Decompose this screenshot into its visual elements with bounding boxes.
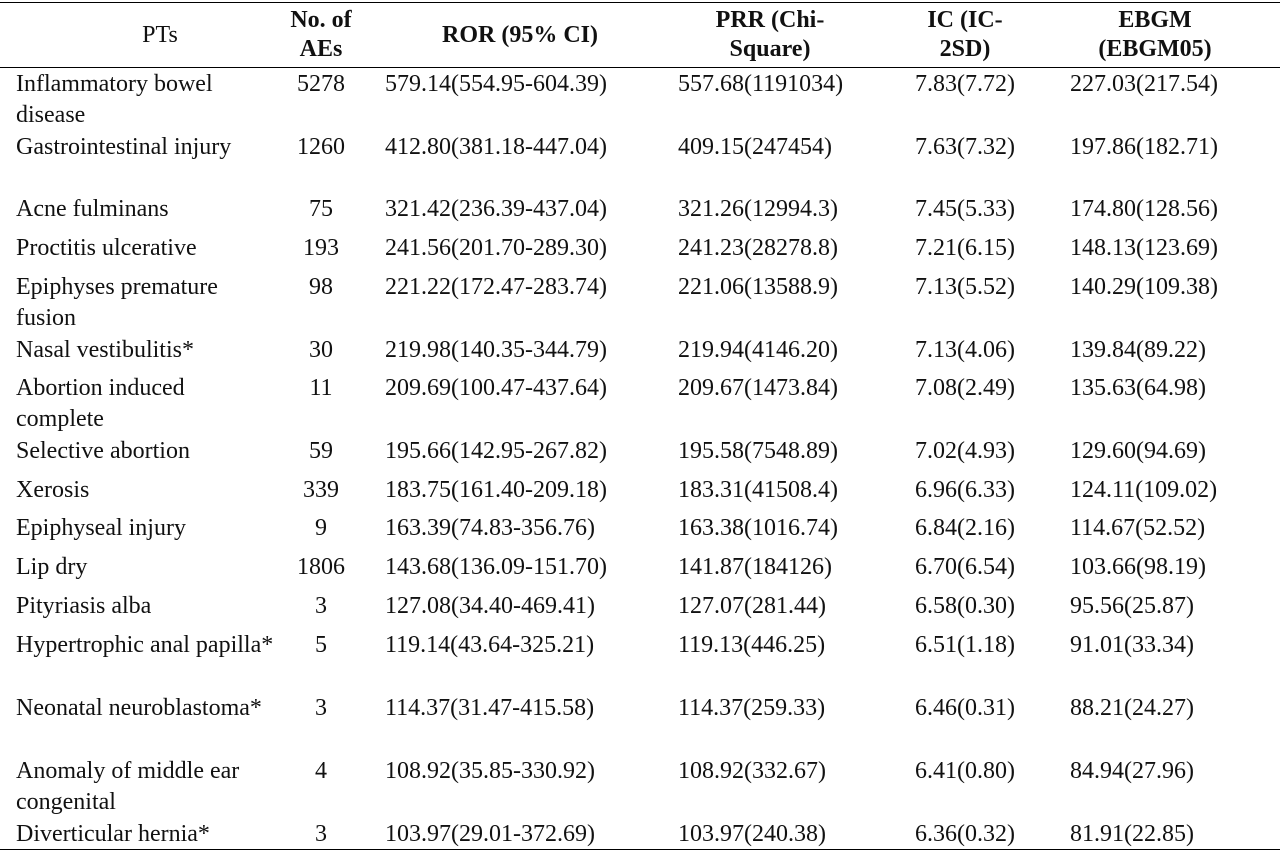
cell-aes: 339 — [303, 477, 339, 503]
cell-ebgm: 148.13(123.69) — [1070, 235, 1218, 261]
cell-aes: 59 — [309, 438, 333, 464]
cell-ic: 6.58(0.30) — [915, 593, 1015, 619]
cell-ic: 7.83(7.72) — [915, 71, 1015, 97]
cell-ror: 221.22(172.47-283.74) — [385, 274, 607, 300]
cell-aes: 3 — [315, 695, 327, 721]
cell-ic: 7.08(2.49) — [915, 375, 1015, 401]
header-aes-line1: No. of — [290, 7, 352, 33]
header-aes — [282, 4, 360, 66]
cell-ror: 103.97(29.01-372.69) — [385, 821, 595, 847]
cell-pt: Epiphyseal injury — [16, 515, 186, 541]
cell-ebgm: 91.01(33.34) — [1070, 632, 1194, 658]
cell-prr: 108.92(332.67) — [678, 758, 826, 784]
cell-prr: 221.06(13588.9) — [678, 274, 838, 300]
cell-aes: 3 — [315, 593, 327, 619]
cell-prr: 163.38(1016.74) — [678, 515, 838, 541]
cell-ror: 108.92(35.85-330.92) — [385, 758, 595, 784]
header-ic-line2: 2SD) — [939, 36, 991, 62]
cell-pt: Gastrointestinal injury — [16, 134, 232, 160]
cell-ror: 127.08(34.40-469.41) — [385, 593, 595, 619]
cell-ebgm: 81.91(22.85) — [1070, 821, 1194, 847]
cell-aes: 193 — [303, 235, 339, 261]
header-ebgm-line2: (EBGM05) — [1098, 36, 1212, 62]
cell-pt: Nasal vestibulitis* — [16, 337, 194, 363]
cell-ebgm: 88.21(24.27) — [1070, 695, 1194, 721]
header-pts — [80, 4, 240, 66]
cell-ic: 7.13(4.06) — [915, 337, 1015, 363]
cell-ebgm: 227.03(217.54) — [1070, 71, 1218, 97]
cell-ror: 321.42(236.39-437.04) — [385, 196, 607, 222]
cell-ebgm: 103.66(98.19) — [1070, 554, 1206, 580]
header-ebgm — [1085, 4, 1225, 66]
cell-prr: 119.13(446.25) — [678, 632, 826, 658]
cell-aes: 5278 — [297, 71, 345, 97]
cell-ebgm: 114.67(52.52) — [1070, 515, 1206, 541]
cell-ic: 7.13(5.52) — [915, 274, 1015, 300]
cell-ic: 6.41(0.80) — [915, 758, 1015, 784]
cell-pt: Inflammatory bowel disease — [16, 71, 213, 128]
cell-ebgm: 140.29(109.38) — [1070, 274, 1218, 300]
cell-ror: 143.68(136.09-151.70) — [385, 554, 607, 580]
cell-pt: Pityriasis alba — [16, 593, 152, 619]
cell-ror: 195.66(142.95-267.82) — [385, 438, 607, 464]
table-top-rule — [0, 2, 1280, 3]
cell-ic: 7.45(5.33) — [915, 196, 1015, 222]
cell-ror: 183.75(161.40-209.18) — [385, 477, 607, 503]
header-ebgm-line1: EBGM — [1118, 7, 1192, 33]
cell-pt: Hypertrophic anal papilla* — [16, 632, 274, 658]
cell-aes: 9 — [315, 515, 327, 541]
cell-prr: 321.26(12994.3) — [678, 196, 838, 222]
table-header-rule — [0, 67, 1280, 68]
cell-pt: Neonatal neuroblastoma* — [16, 695, 262, 721]
cell-ror: 241.56(201.70-289.30) — [385, 235, 607, 261]
cell-ic: 6.36(0.32) — [915, 821, 1015, 847]
cell-prr: 127.07(281.44) — [678, 593, 826, 619]
cell-aes: 11 — [309, 375, 333, 401]
cell-prr: 141.87(184126) — [678, 554, 832, 580]
cell-pt: Anomaly of middle ear congenital — [16, 758, 240, 815]
cell-ebgm: 95.56(25.87) — [1070, 593, 1194, 619]
header-ic-line1: IC (IC- — [927, 7, 1003, 33]
cell-aes: 98 — [309, 274, 333, 300]
cell-prr: 209.67(1473.84) — [678, 375, 838, 401]
cell-ic: 6.70(6.54) — [915, 554, 1015, 580]
cell-aes: 1806 — [297, 554, 345, 580]
cell-aes: 75 — [309, 196, 333, 222]
cell-ic: 7.63(7.32) — [915, 134, 1015, 160]
header-prr — [690, 4, 850, 66]
cell-prr: 409.15(247454) — [678, 134, 832, 160]
cell-ror: 412.80(381.18-447.04) — [385, 134, 607, 160]
table-bottom-rule — [0, 849, 1280, 850]
cell-ror: 114.37(31.47-415.58) — [385, 695, 595, 721]
cell-ebgm: 135.63(64.98) — [1070, 375, 1206, 401]
cell-pt: Proctitis ulcerative — [16, 235, 197, 261]
cell-ebgm: 124.11(109.02) — [1070, 477, 1218, 503]
cell-pt: Xerosis — [16, 477, 90, 503]
cell-aes: 1260 — [297, 134, 345, 160]
header-prr-line1: PRR (Chi- — [715, 7, 825, 33]
cell-aes: 4 — [315, 758, 327, 784]
cell-ebgm: 174.80(128.56) — [1070, 196, 1218, 222]
cell-ebgm: 129.60(94.69) — [1070, 438, 1206, 464]
cell-aes: 3 — [315, 821, 327, 847]
cell-prr: 183.31(41508.4) — [678, 477, 838, 503]
cell-ic: 6.96(6.33) — [915, 477, 1015, 503]
header-aes-line2: AEs — [299, 36, 343, 62]
cell-ic: 7.21(6.15) — [915, 235, 1015, 261]
cell-pt: Epiphyses premature fusion — [16, 274, 218, 331]
cell-aes: 5 — [315, 632, 327, 658]
cell-pt: Diverticular hernia* — [16, 821, 210, 847]
cell-ror: 219.98(140.35-344.79) — [385, 337, 607, 363]
cell-pt: Lip dry — [16, 554, 88, 580]
header-ic — [905, 4, 1025, 66]
cell-pt: Selective abortion — [16, 438, 190, 464]
cell-aes: 30 — [309, 337, 333, 363]
cell-pt: Abortion induced complete — [16, 375, 185, 432]
cell-ic: 7.02(4.93) — [915, 438, 1015, 464]
cell-prr: 557.68(1191034) — [678, 71, 844, 97]
header-prr-line2: Square) — [729, 36, 811, 62]
cell-ebgm: 139.84(89.22) — [1070, 337, 1206, 363]
cell-prr: 114.37(259.33) — [678, 695, 826, 721]
cell-ror: 119.14(43.64-325.21) — [385, 632, 595, 658]
header-pts-label: PTs — [142, 21, 178, 48]
cell-ic: 6.46(0.31) — [915, 695, 1015, 721]
cell-ic: 6.51(1.18) — [915, 632, 1015, 658]
cell-ror: 209.69(100.47-437.64) — [385, 375, 607, 401]
cell-prr: 103.97(240.38) — [678, 821, 826, 847]
cell-ror: 163.39(74.83-356.76) — [385, 515, 595, 541]
cell-pt: Acne fulminans — [16, 196, 169, 222]
header-ror — [400, 4, 640, 66]
cell-prr: 219.94(4146.20) — [678, 337, 838, 363]
cell-prr: 241.23(28278.8) — [678, 235, 838, 261]
cell-ic: 6.84(2.16) — [915, 515, 1015, 541]
cell-ror: 579.14(554.95-604.39) — [385, 71, 607, 97]
cell-ebgm: 84.94(27.96) — [1070, 758, 1194, 784]
header-ror-label: ROR (95% CI) — [442, 21, 598, 48]
cell-ebgm: 197.86(182.71) — [1070, 134, 1218, 160]
cell-prr: 195.58(7548.89) — [678, 438, 838, 464]
